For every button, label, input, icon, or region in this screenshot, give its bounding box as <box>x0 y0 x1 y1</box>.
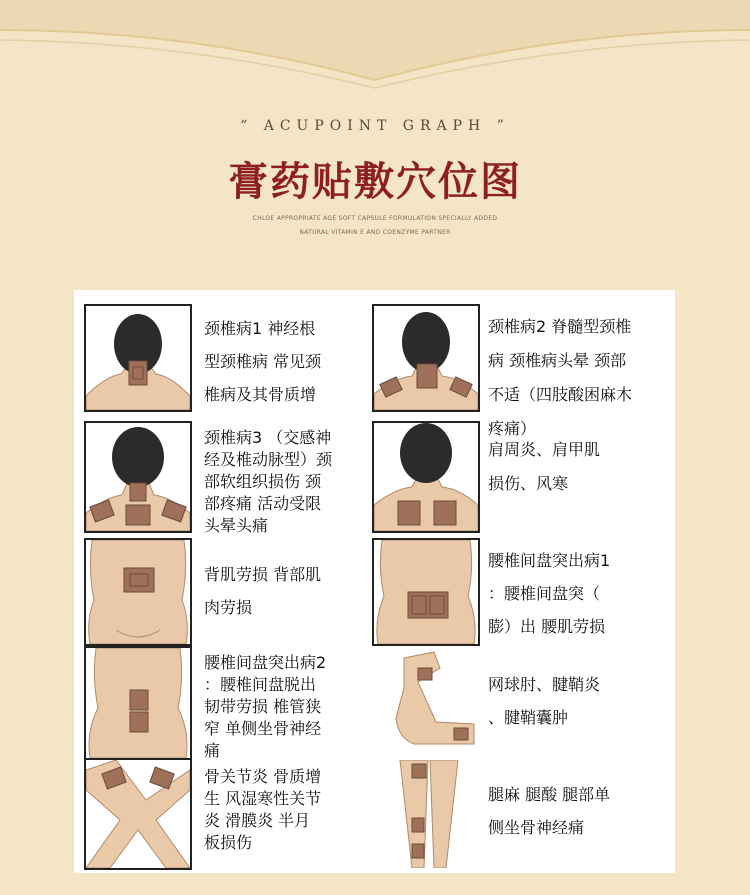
item-text-shoulder-blades: 肩周炎、肩甲肌 损伤、风寒 <box>488 440 601 493</box>
item-text-neck-multi: 颈椎病3 （交感神 经及椎动脉型）颈 部软组织损伤 颈 部疼痛 活动受限 头晕头痛 <box>204 428 333 535</box>
item-text-legs: 腿麻 腿酸 腿部单 侧坐骨神经痛 <box>488 785 611 837</box>
knees-figure <box>84 758 192 870</box>
item-text-arm-elbow: 网球肘、腱鞘炎 、腱鞘囊肿 <box>488 675 601 727</box>
neck-shoulders-figure <box>372 304 480 412</box>
tagline-line-2: NATURAL VITAMIN E AND COENZYME PARTNER <box>299 229 451 236</box>
tagline-line-1: CHLOE APPROPRIATE AGE SOFT CAPSULE FORMULATION SPECIALLY ADDED <box>252 215 498 222</box>
shoulder-blades-figure <box>372 421 480 533</box>
item-text-neck-shoulders: 颈椎病2 脊髓型颈椎 病 颈椎病头晕 颈部 不适（四肢酸困麻木 疼痛） <box>488 317 633 438</box>
arm-elbow-figure <box>372 646 480 760</box>
acupoint-panel <box>74 290 675 873</box>
neck-back-figure <box>84 304 192 412</box>
item-text-lower-back: 腰椎间盘突出病1 ：腰椎间盘突（ 膨）出 腰肌劳损 <box>488 551 611 636</box>
neck-multi-figure <box>84 421 192 533</box>
decorative-top-wave <box>0 0 750 90</box>
item-text-knees: 骨关节炎 骨质增 生 风湿寒性关节 炎 滑膜炎 半月 板损伤 <box>204 767 322 852</box>
page-title: 膏药贴敷穴位图 <box>228 158 522 205</box>
item-text-mid-back: 背肌劳损 背部肌 肉劳损 <box>204 565 322 617</box>
item-text-lumbar-vertical: 腰椎间盘突出病2 ：腰椎间盘脱出 韧带劳损 椎管狭 窄 单侧坐骨神经 痛 <box>204 653 327 760</box>
subtitle-en: “ ACUPOINT GRAPH ” <box>240 118 510 134</box>
legs-figure <box>372 758 480 870</box>
lower-back-figure <box>372 538 480 646</box>
mid-back-figure <box>84 538 192 646</box>
lumbar-vertical-figure <box>84 646 192 760</box>
item-text-neck-back: 颈椎病1 神经根 型颈椎病 常见颈 椎病及其骨质增 <box>204 319 322 404</box>
